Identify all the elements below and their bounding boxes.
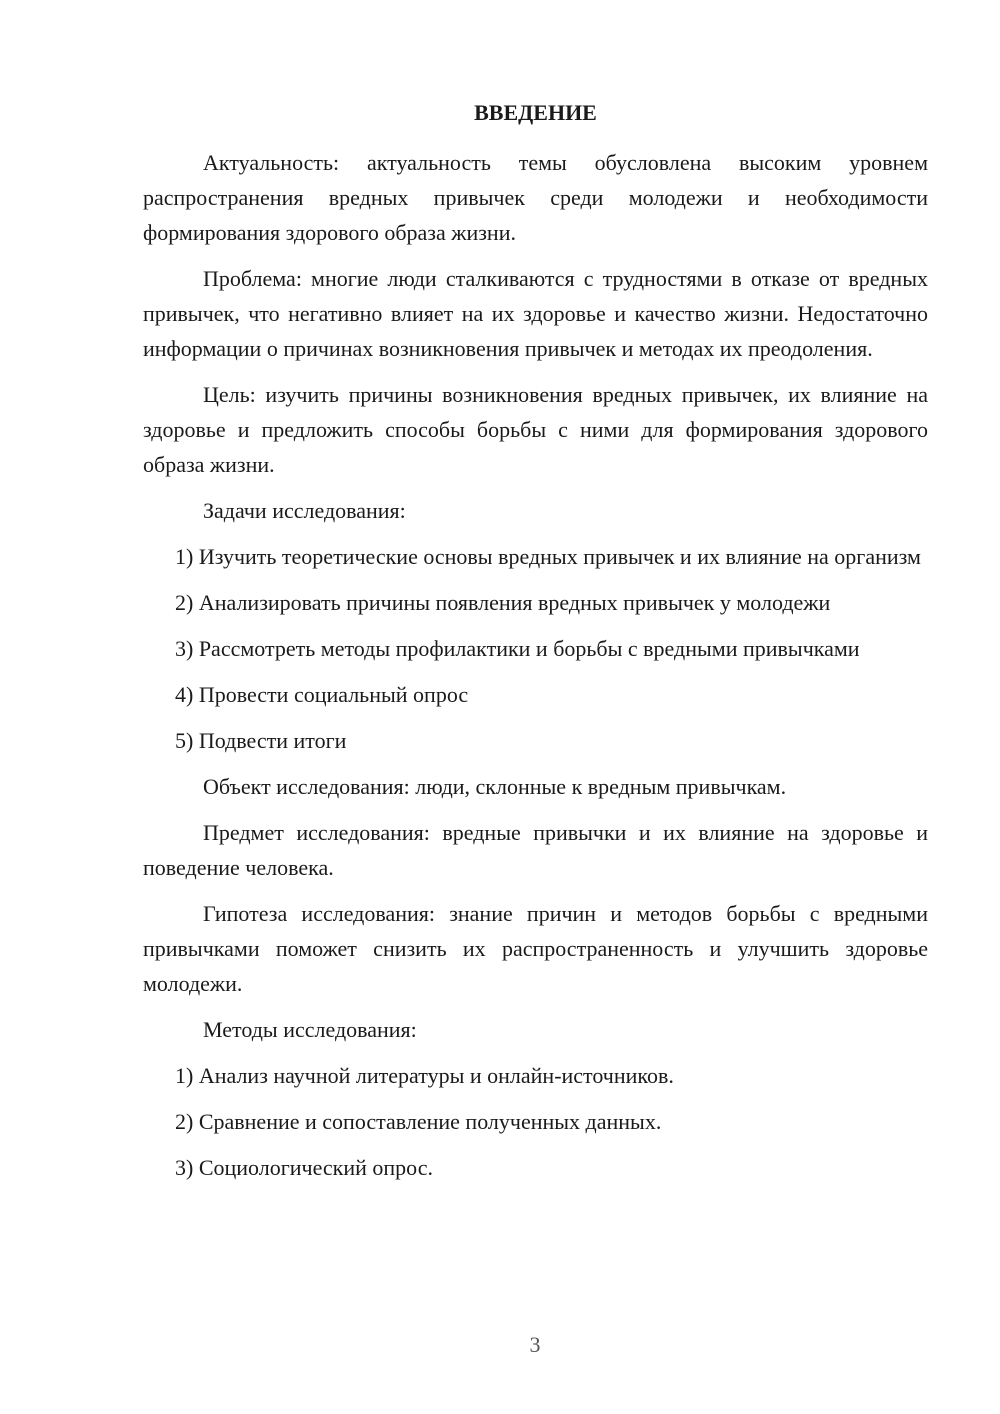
- methods-title: Методы исследования:: [203, 1017, 417, 1042]
- method-item-3: 3) Социологический опрос.: [175, 1155, 433, 1180]
- task-item-2: 2) Анализировать причины появления вредных привычек у молодежи: [175, 590, 831, 615]
- object-paragraph: Объект исследования: люди, склонные к вредным привычкам.: [203, 774, 787, 799]
- method-item-2: 2) Сравнение и сопоставление полученных данных.: [175, 1109, 662, 1134]
- task-item-3: 3) Рассмотреть методы профилактики и борьбы с вредными привычками: [175, 636, 860, 661]
- problem-paragraph: Проблема: многие люди сталкиваются с трудностями в отказе от вредных привычек, что негативно влияет на их здоровье и качество жизни. Недостаточно информации о причинах возникновения привычек и методах их преодоления.: [143, 266, 928, 361]
- page-number: 3: [529, 1332, 541, 1357]
- page-content: [143, 95, 928, 1196]
- relevance-paragraph: Актуальность: актуальность темы обусловлена высоким уровнем распространения вредных привычек среди молодежи и необходимости формирования здорового образа жизни.: [143, 150, 928, 245]
- task-item-4: 4) Провести социальный опрос: [175, 682, 469, 707]
- tasks-title: Задачи исследования:: [203, 498, 406, 523]
- task-item-5: 5) Подвести итоги: [175, 728, 347, 753]
- task-item-1: 1) Изучить теоретические основы вредных привычек и их влияние на организм: [175, 544, 921, 569]
- hypothesis-paragraph: Гипотеза исследования: знание причин и методов борьбы с вредными привычками поможет снизить их распространенность и улучшить здоровье молодежи.: [143, 901, 928, 996]
- subject-paragraph: Предмет исследования: вредные привычки и их влияние на здоровье и поведение человека.: [143, 820, 928, 880]
- goal-paragraph: Цель: изучить причины возникновения вредных привычек, их влияние на здоровье и предложить способы борьбы с ними для формирования здорового образа жизни.: [143, 382, 928, 477]
- method-item-1: 1) Анализ научной литературы и онлайн-источников.: [175, 1063, 674, 1088]
- section-heading: ВВЕДЕНИЕ: [474, 100, 597, 125]
